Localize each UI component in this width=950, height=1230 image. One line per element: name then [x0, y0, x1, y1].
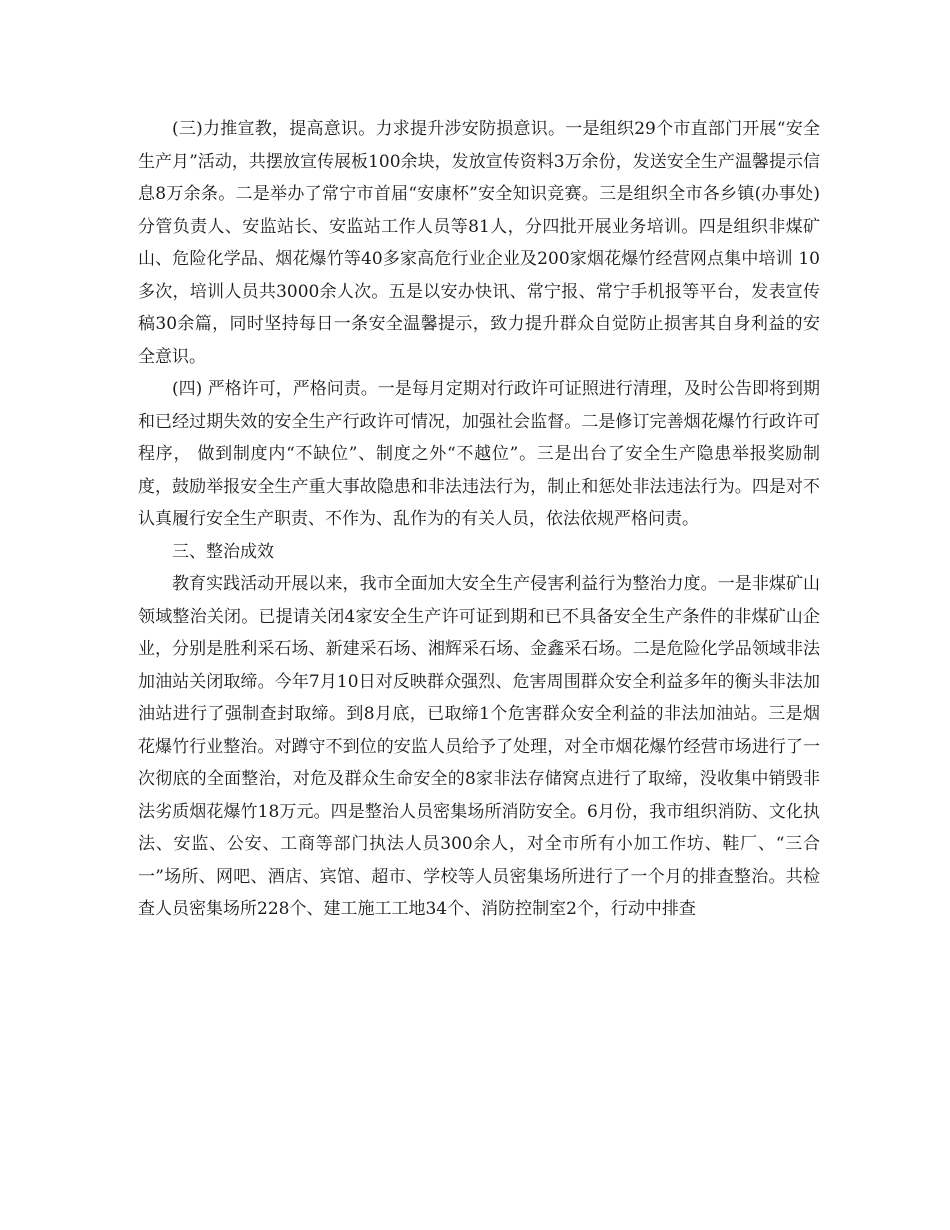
document-body	[138, 113, 820, 926]
paragraph-results: 教育实践活动开展以来，我市全面加大安全生产侵害利益行为整治力度。一是非煤矿山领域整治关闭。已提请关闭4家安全生产许可证到期和已不具备安全生产条件的非煤矿山企业，分别是胜利采石场、新建采石场、湘辉采石场、金鑫采石场。二是危险化学品领域非法加油站关闭取缔。今年7月10日对反映群众强烈、危害周围群众安全利益多年的衡头非法加油站进行了强制查封取缔。到8月底，已取缔1个危害群众安全利益的非法加油站。三是烟花爆竹行业整治。对蹲守不到位的安监人员给予了处理，对全市烟花爆竹经营市场进行了一次彻底的全面整治，对危及群众生命安全的8家非法存储窝点进行了取缔，没收集中销毁非法劣质烟花爆竹18万元。四是整治人员密集场所消防安全。6月份，我市组织消防、文化执法、安监、公安、工商等部门执法人员300余人，对全市所有小加工作坊、鞋厂、“三合一”场所、网吧、酒店、宾馆、超市、学校等人员密集场所进行了一个月的排查整治。共检查人员密集场所228个、建工施工工地34个、消防控制室2个，行动中排查	[138, 574, 820, 919]
paragraph-licensing: (四) 严格许可，严格问责。一是每月定期对行政许可证照进行清理，及时公告即将到期和已经过期失效的安全生产行政许可情况，加强社会监督。二是修订完善烟花爆竹行政许可程序， 做到制度内“不缺位”、制度之外“不越位”。三是出台了安全生产隐患举报奖励制度，鼓励举报安全生产重大事故隐患和非法违法行为，制止和惩处非法违法行为。四是对不认真履行安全生产职责、不作为、乱作为的有关人员，依法依规严格问责。	[138, 379, 820, 529]
section-heading: 三、整治成效	[172, 541, 274, 562]
paragraph-publicity: (三)力推宣教，提高意识。力求提升涉安防损意识。一是组织29个市直部门开展“安全生产月”活动，共摆放宣传展板100余块，发放宣传资料3万余份，发送安全生产温馨提示信息8万余条。二是举办了常宁市首届“安康杯”安全知识竞赛。三是组织全市各乡镇(办事处)分管负责人、安监站长、安监站工作人员等81人，分四批开展业务培训。四是组织非煤矿山、危险化学品、烟花爆竹等40多家高危行业企业及200家烟花爆竹经营网点集中培训 10多次，培训人员共3000余人次。五是以安办快讯、常宁报、常宁手机报等平台，发表宣传稿30余篇，同时坚持每日一条安全温馨提示，致力提升群众自觉防止损害其自身利益的安全意识。	[138, 119, 820, 367]
